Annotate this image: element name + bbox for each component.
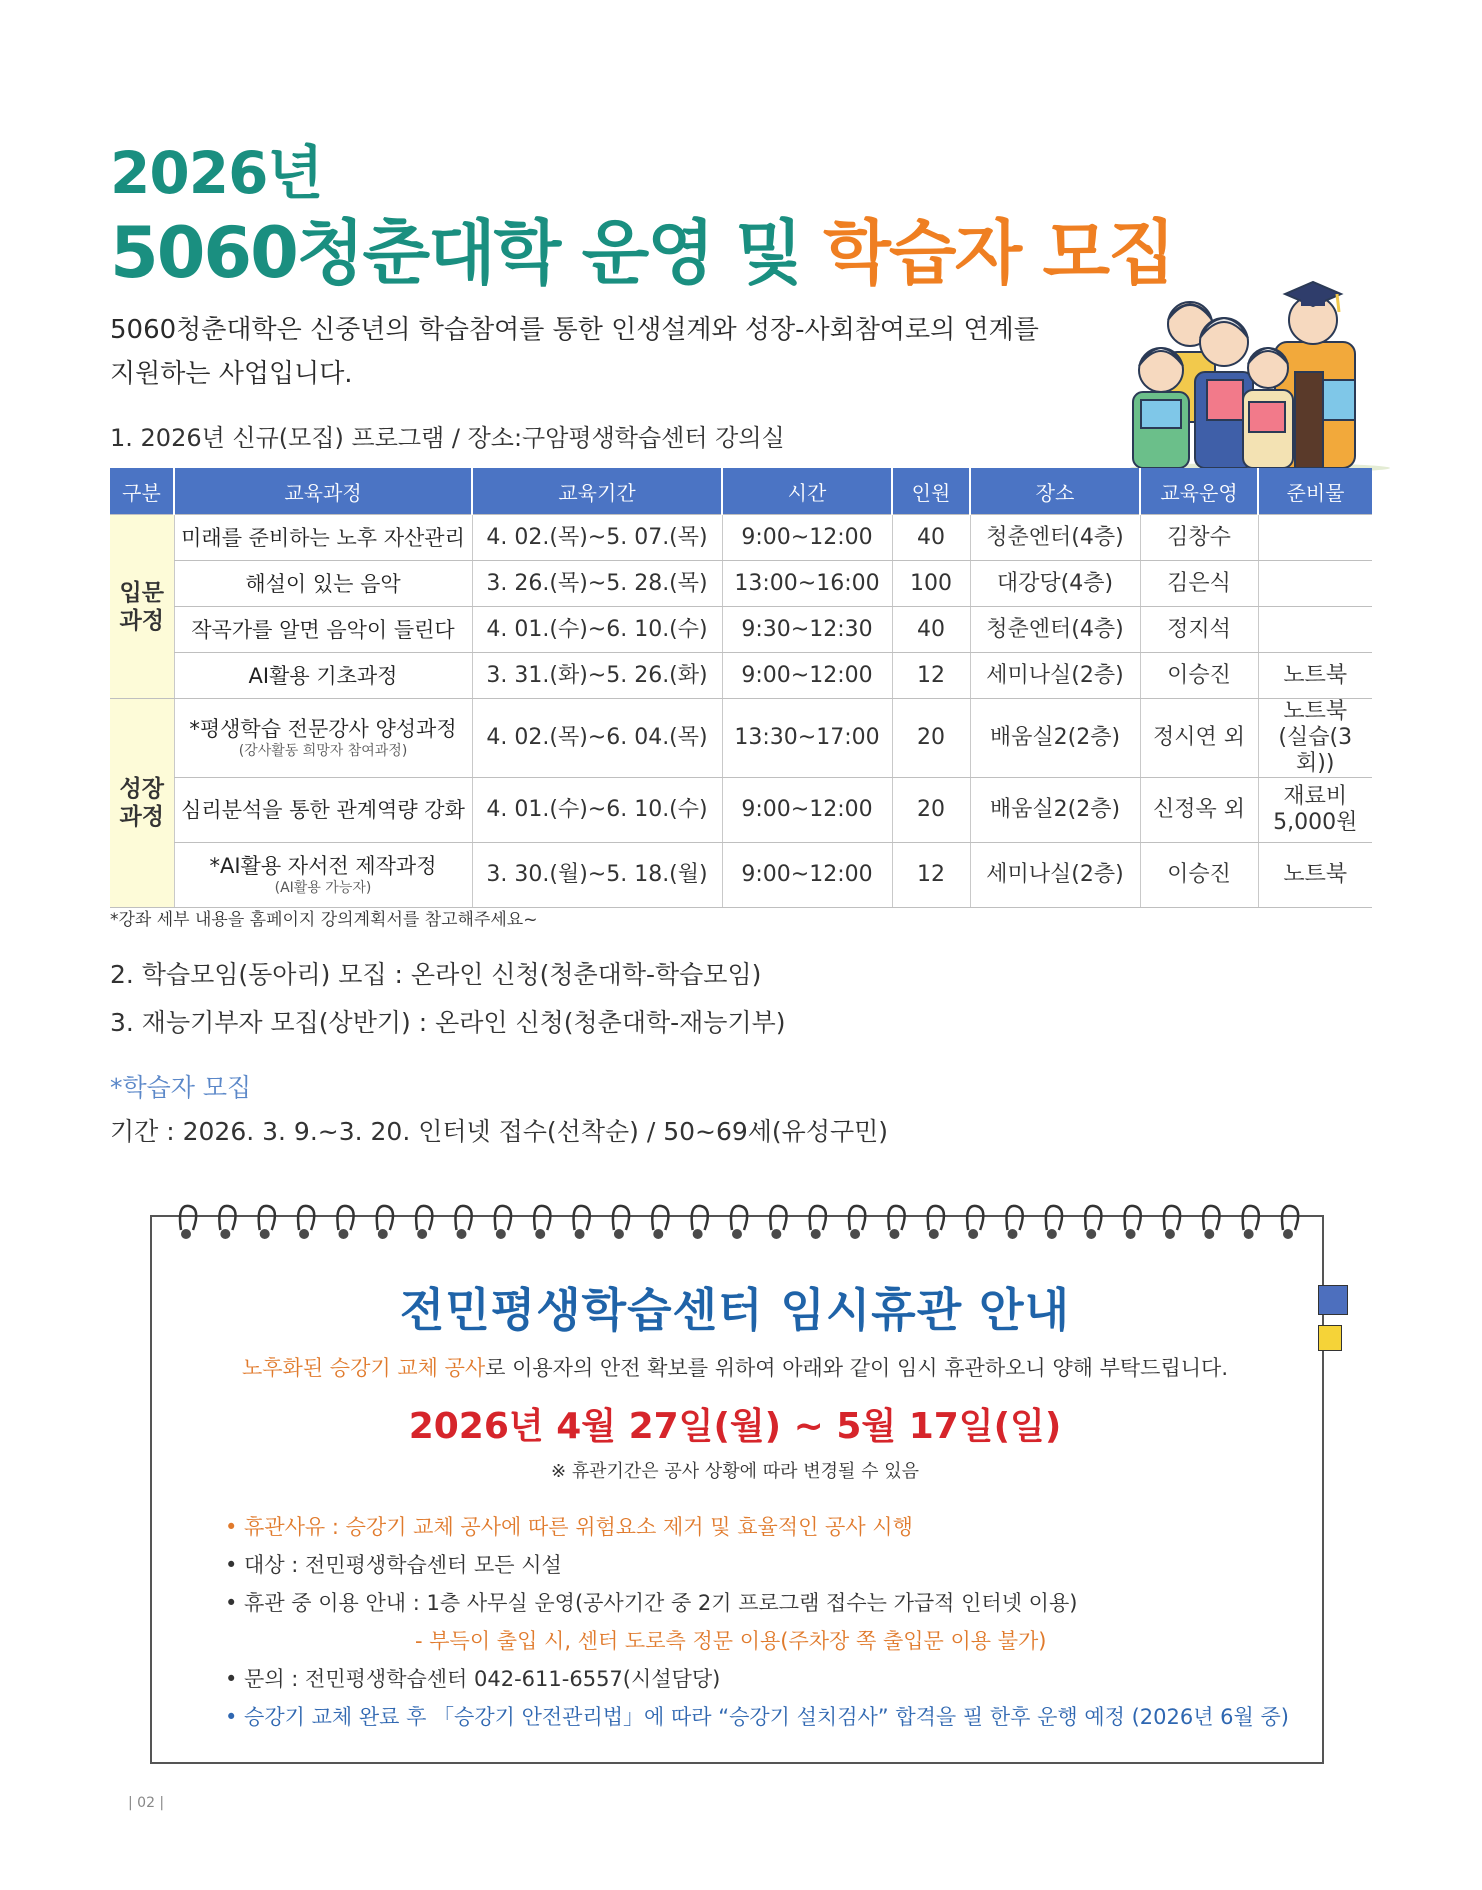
col-header: 교육운영 xyxy=(1140,468,1258,515)
spiral-hole xyxy=(1086,1229,1096,1239)
course-cell xyxy=(174,843,472,908)
spiral-ring xyxy=(770,1206,786,1230)
time-cell: 9:30~12:30 xyxy=(722,607,892,653)
table-row xyxy=(110,699,1372,778)
page-number: | 02 | xyxy=(128,1795,165,1811)
spiral-hole xyxy=(1204,1229,1214,1239)
bullet-usage-sub: - 부득이 출입 시, 센터 도로측 정문 이용(주차장 쪽 출입문 이용 불가) xyxy=(415,1629,1047,1653)
spiral-ring xyxy=(180,1206,196,1230)
col-header: 시간 xyxy=(722,468,892,515)
spiral-ring xyxy=(731,1206,747,1230)
page-title xyxy=(110,208,1174,298)
col-header: 장소 xyxy=(970,468,1140,515)
period-cell: 4. 01.(수)~6. 10.(수) xyxy=(472,778,722,843)
bullet-contact: • 문의 : 전민평생학습센터 042-611-6557(시설담당) xyxy=(225,1667,721,1691)
spiral-ring xyxy=(1007,1206,1023,1230)
spiral-ring xyxy=(967,1206,983,1230)
col-header: 교육과정 xyxy=(174,468,472,515)
spiral-ring xyxy=(613,1206,629,1230)
spiral-ring xyxy=(1046,1206,1062,1230)
yellow-square-decoration xyxy=(1318,1325,1342,1351)
title-main: 5060청춘대학 운영 및 xyxy=(110,212,824,294)
place-cell: 세미나실(2층) xyxy=(970,843,1140,908)
count-cell: 40 xyxy=(892,515,970,561)
recruit-title: *학습자 모집 xyxy=(110,1073,252,1102)
spiral-hole xyxy=(457,1229,467,1239)
spiral-hole xyxy=(968,1229,978,1239)
spiral-hole xyxy=(653,1229,663,1239)
count-cell: 100 xyxy=(892,561,970,607)
instructor-cell: 정시연 외 xyxy=(1140,699,1258,778)
spiral-ring xyxy=(495,1206,511,1230)
place-cell: 대강당(4층) xyxy=(970,561,1140,607)
spiral-hole xyxy=(299,1229,309,1239)
spiral-ring xyxy=(888,1206,904,1230)
title-highlight: 학습자 모집 xyxy=(823,212,1174,294)
instructor-cell: 김창수 xyxy=(1140,515,1258,561)
period-cell: 4. 02.(목)~6. 04.(목) xyxy=(472,699,722,778)
spiral-ring xyxy=(810,1206,826,1230)
time-cell: 9:00~12:00 xyxy=(722,843,892,908)
spiral-ring xyxy=(456,1206,472,1230)
place-cell: 세미나실(2층) xyxy=(970,653,1140,699)
table-row xyxy=(110,515,1372,561)
notice-date: 2026년 4월 27일(월) ~ 5월 17일(일) xyxy=(408,1406,1062,1447)
count-cell: 12 xyxy=(892,653,970,699)
supplies-cell: 노트북 (실습(3회)) xyxy=(1258,699,1372,778)
period-cell: 3. 30.(월)~5. 18.(월) xyxy=(472,843,722,908)
supplies-cell: 노트북 xyxy=(1258,843,1372,908)
section2-text: 2. 학습모임(동아리) 모집 : 온라인 신청(청춘대학-학습모임) xyxy=(110,960,762,989)
spiral-hole xyxy=(260,1229,270,1239)
section3-text: 3. 재능기부자 모집(상반기) : 온라인 신청(청춘대학-재능기부) xyxy=(110,1008,786,1037)
spiral-ring xyxy=(259,1206,275,1230)
spiral-hole xyxy=(181,1229,191,1239)
table-row xyxy=(110,778,1372,843)
time-cell: 9:00~12:00 xyxy=(722,778,892,843)
supplies-cell: 노트북 xyxy=(1258,653,1372,699)
table-body xyxy=(110,515,1372,908)
instructor-cell: 정지석 xyxy=(1140,607,1258,653)
spiral-hole xyxy=(889,1229,899,1239)
place-cell: 청춘엔터(4층) xyxy=(970,515,1140,561)
spiral-ring xyxy=(574,1206,590,1230)
col-header: 준비물 xyxy=(1258,468,1372,515)
time-cell: 13:00~16:00 xyxy=(722,561,892,607)
spiral-ring xyxy=(298,1206,314,1230)
table-header-row xyxy=(110,468,1372,515)
place-cell: 배움실2(2층) xyxy=(970,699,1140,778)
table-row xyxy=(110,561,1372,607)
course-subtitle: (AI활용 가능자) xyxy=(274,880,372,896)
spiral-ring xyxy=(849,1206,865,1230)
instructor-cell: 이승진 xyxy=(1140,653,1258,699)
course-cell xyxy=(174,699,472,778)
course-cell xyxy=(174,515,472,561)
spiral-hole xyxy=(771,1229,781,1239)
place-cell: 배움실2(2층) xyxy=(970,778,1140,843)
seniors-illustration-icon xyxy=(1125,272,1390,472)
col-header: 교육기간 xyxy=(472,468,722,515)
course-name: 심리분석을 통한 관계역량 강화 xyxy=(181,798,465,822)
spiral-ring xyxy=(1243,1206,1259,1230)
spiral-hole xyxy=(220,1229,230,1239)
spiral-hole xyxy=(1126,1229,1136,1239)
spiral-ring xyxy=(1282,1206,1298,1230)
table-row xyxy=(110,843,1372,908)
period-cell: 4. 01.(수)~6. 10.(수) xyxy=(472,607,722,653)
notice-description xyxy=(150,1352,1320,1384)
spiral-ring xyxy=(1203,1206,1219,1230)
count-cell: 40 xyxy=(892,607,970,653)
course-cell xyxy=(174,561,472,607)
course-name: 미래를 준비하는 노후 자산관리 xyxy=(181,525,465,550)
spiral-hole xyxy=(378,1229,388,1239)
bullet-target: • 대상 : 전민평생학습센터 모든 시설 xyxy=(225,1553,562,1577)
course-name: 작곡가를 알면 음악이 들린다 xyxy=(191,617,455,642)
col-header: 인원 xyxy=(892,468,970,515)
count-cell: 20 xyxy=(892,699,970,778)
course-name: *AI활용 자서전 제작과정 xyxy=(209,854,437,878)
category-cell: 입문 과정 xyxy=(110,515,174,699)
table-row xyxy=(110,607,1372,653)
period-cell: 4. 02.(목)~5. 07.(목) xyxy=(472,515,722,561)
recruit-period: 기간 : 2026. 3. 9.~3. 20. 인터넷 접수(선착순) / 50~69세(유성구민) xyxy=(110,1117,889,1146)
header-year: 2026년 xyxy=(110,139,323,207)
section1-heading: 1. 2026년 신규(모집) 프로그램 / 장소:구암평생학습센터 강의실 xyxy=(110,424,785,452)
notice-bullets xyxy=(225,1508,1289,1736)
course-name: 해설이 있는 음악 xyxy=(245,571,401,596)
count-cell: 20 xyxy=(892,778,970,843)
spiral-ring xyxy=(1085,1206,1101,1230)
time-cell: 13:30~17:00 xyxy=(722,699,892,778)
notice-date-note: ※ 휴관기간은 공사 상황에 따라 변경될 수 있음 xyxy=(550,1461,920,1482)
place-cell: 청춘엔터(4층) xyxy=(970,607,1140,653)
spiral-hole xyxy=(732,1229,742,1239)
course-name: AI활용 기초과정 xyxy=(248,663,398,688)
spiral-hole xyxy=(575,1229,585,1239)
instructor-cell: 신정옥 외 xyxy=(1140,778,1258,843)
intro-text xyxy=(110,308,1120,396)
spiral-ring xyxy=(692,1206,708,1230)
spiral-hole xyxy=(338,1229,348,1239)
spiral-hole xyxy=(535,1229,545,1239)
course-cell xyxy=(174,778,472,843)
notice-desc-highlight: 노후화된 승강기 교체 공사 xyxy=(241,1356,486,1380)
spiral-hole xyxy=(811,1229,821,1239)
notice-title: 전민평생학습센터 임시휴관 안내 xyxy=(399,1283,1071,1337)
category-cell: 성장 과정 xyxy=(110,699,174,908)
spiral-ring xyxy=(928,1206,944,1230)
time-cell: 9:00~12:00 xyxy=(722,515,892,561)
course-name: *평생학습 전문강사 양성과정 xyxy=(189,717,457,741)
spiral-ring xyxy=(534,1206,550,1230)
spiral-hole xyxy=(496,1229,506,1239)
intro-line-2: 지원하는 사업입니다. xyxy=(110,359,353,389)
intro-line-1: 5060청춘대학은 신중년의 학습참여를 통한 인생설계와 성장-사회참여로의 연계를 xyxy=(110,315,1039,345)
course-cell xyxy=(174,653,472,699)
period-cell: 3. 26.(목)~5. 28.(목) xyxy=(472,561,722,607)
table-row xyxy=(110,653,1372,699)
spiral-hole xyxy=(693,1229,703,1239)
spiral-ring xyxy=(1164,1206,1180,1230)
bullet-elevator: • 승강기 교체 완료 후 「승강기 안전관리법」에 따라 “승강기 설치검사” 합격을 필 한후 운행 예정 (2026년 6월 중) xyxy=(225,1705,1289,1729)
spiral-hole xyxy=(614,1229,624,1239)
notice-desc-rest: 로 이용자의 안전 확보를 위하여 아래와 같이 임시 휴관하오니 양해 부탁드립니다. xyxy=(485,1356,1229,1380)
supplies-cell xyxy=(1258,515,1372,561)
spiral-binding-icon xyxy=(175,1200,1305,1244)
spiral-hole xyxy=(850,1229,860,1239)
course-subtitle: (강사활동 희망자 참여과정) xyxy=(238,743,408,759)
table-note: *강좌 세부 내용을 홈페이지 강의계획서를 참고해주세요~ xyxy=(110,910,538,930)
spiral-hole xyxy=(1283,1229,1293,1239)
supplies-cell xyxy=(1258,561,1372,607)
spiral-ring xyxy=(416,1206,432,1230)
bullet-usage: • 휴관 중 이용 안내 : 1층 사무실 운영(공사기간 중 2기 프로그램 접수는 가급적 인터넷 이용) xyxy=(225,1591,1078,1615)
count-cell: 12 xyxy=(892,843,970,908)
supplies-cell: 재료비 5,000원 xyxy=(1258,778,1372,843)
spiral-ring xyxy=(337,1206,353,1230)
col-header: 구분 xyxy=(110,468,174,515)
spiral-ring xyxy=(652,1206,668,1230)
supplies-cell xyxy=(1258,607,1372,653)
spiral-ring xyxy=(1125,1206,1141,1230)
program-table xyxy=(110,468,1372,908)
spiral-hole xyxy=(1165,1229,1175,1239)
spiral-hole xyxy=(417,1229,427,1239)
bullet-reason: • 휴관사유 : 승강기 교체 공사에 따른 위험요소 제거 및 효율적인 공사 시행 xyxy=(225,1515,913,1539)
spiral-hole xyxy=(929,1229,939,1239)
time-cell: 9:00~12:00 xyxy=(722,653,892,699)
instructor-cell: 이승진 xyxy=(1140,843,1258,908)
spiral-ring xyxy=(219,1206,235,1230)
period-cell: 3. 31.(화)~5. 26.(화) xyxy=(472,653,722,699)
spiral-ring xyxy=(377,1206,393,1230)
spiral-hole xyxy=(1047,1229,1057,1239)
instructor-cell: 김은식 xyxy=(1140,561,1258,607)
spiral-hole xyxy=(1244,1229,1254,1239)
blue-square-decoration xyxy=(1318,1285,1348,1315)
spiral-hole xyxy=(1008,1229,1018,1239)
course-cell xyxy=(174,607,472,653)
